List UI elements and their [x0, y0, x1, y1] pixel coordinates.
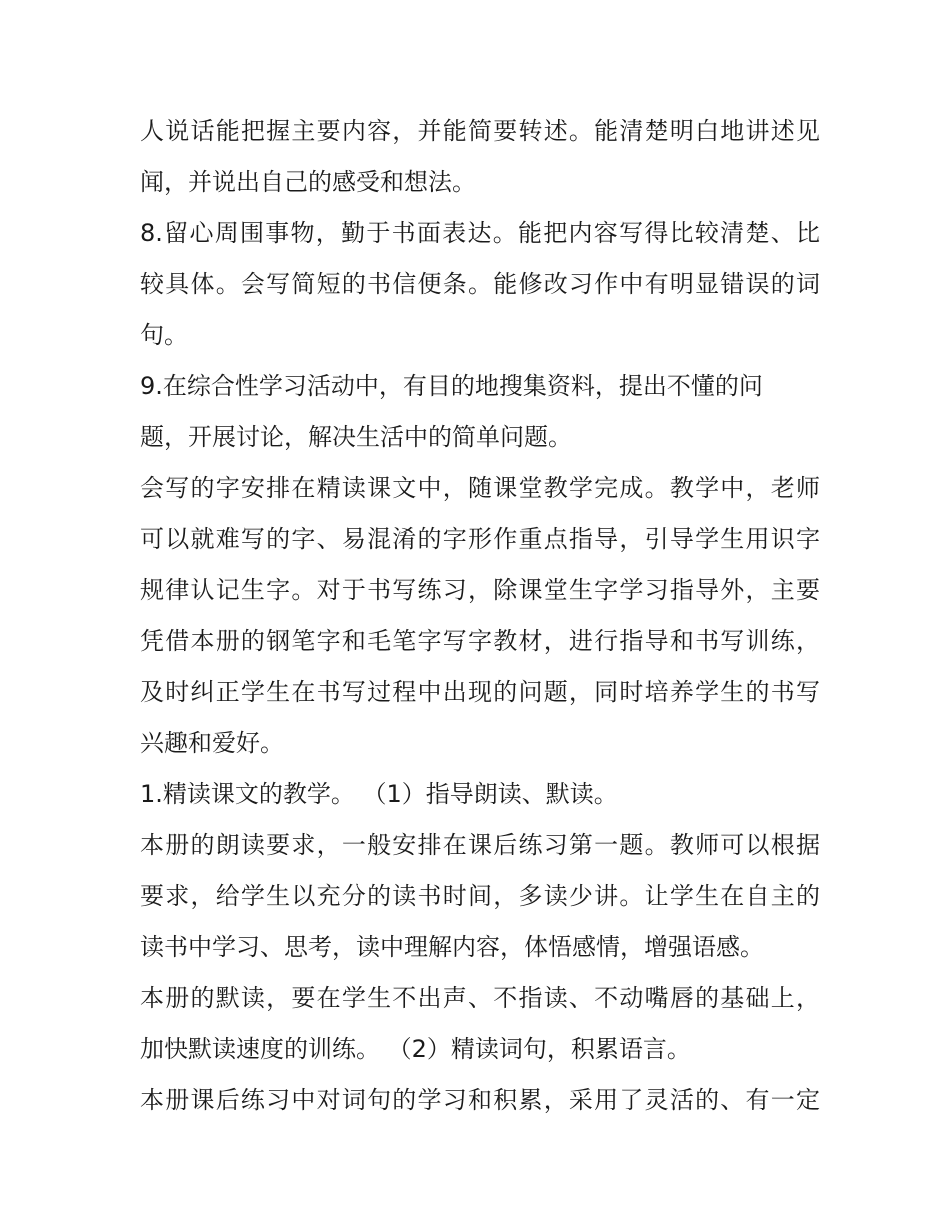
- text-line: 及时纠正学生在书写过程中出现的问题，同时培养学生的书写: [140, 678, 820, 706]
- text-line: 规律认记生字。对于书写练习，除课堂生字学习指导外，主要: [140, 576, 820, 604]
- body-text: [140, 106, 820, 1126]
- text-line: 可以就难写的字、易混淆的字形作重点指导，引导学生用识字: [140, 525, 820, 553]
- text-line: 兴趣和爱好。: [140, 729, 284, 757]
- text-line: 会写的字安排在精读课文中，随课堂教学完成。教学中，老师: [140, 474, 820, 502]
- text-line: 读书中学习、思考，读中理解内容，体悟感情，增强语感。: [140, 933, 764, 961]
- text-line: 9.在综合性学习活动中，有目的地搜集资料，提出不懂的问: [140, 372, 763, 400]
- text-line: 较具体。会写简短的书信便条。能修改习作中有明显错误的词: [140, 270, 820, 298]
- text-line: 题，开展讨论，解决生活中的简单问题。: [140, 423, 572, 451]
- text-line: 闻，并说出自己的感受和想法。: [140, 168, 476, 196]
- text-line: 要求，给学生以充分的读书时间，多读少讲。让学生在自主的: [140, 882, 820, 910]
- text-line: 8.留心周围事物，勤于书面表达。能把内容写得比较清楚、比: [140, 219, 820, 247]
- text-line: 本册的默读，要在学生不出声、不指读、不动嘴唇的基础上，: [140, 984, 820, 1012]
- text-line: 凭借本册的钢笔字和毛笔字写字教材，进行指导和书写训练，: [140, 627, 820, 655]
- text-line: 本册的朗读要求，一般安排在课后练习第一题。教师可以根据: [140, 831, 820, 859]
- text-line: 1.精读课文的教学。 （1）指导朗读、默读。: [140, 780, 618, 808]
- text-line: 加快默读速度的训练。 （2）精读词句，积累语言。: [140, 1035, 691, 1063]
- text-line: 人说话能把握主要内容，并能简要转述。能清楚明白地讲述见: [140, 117, 820, 145]
- text-line: 句。: [140, 321, 188, 349]
- text-line: 本册课后练习中对词句的学习和积累，采用了灵活的、有一定: [140, 1086, 820, 1114]
